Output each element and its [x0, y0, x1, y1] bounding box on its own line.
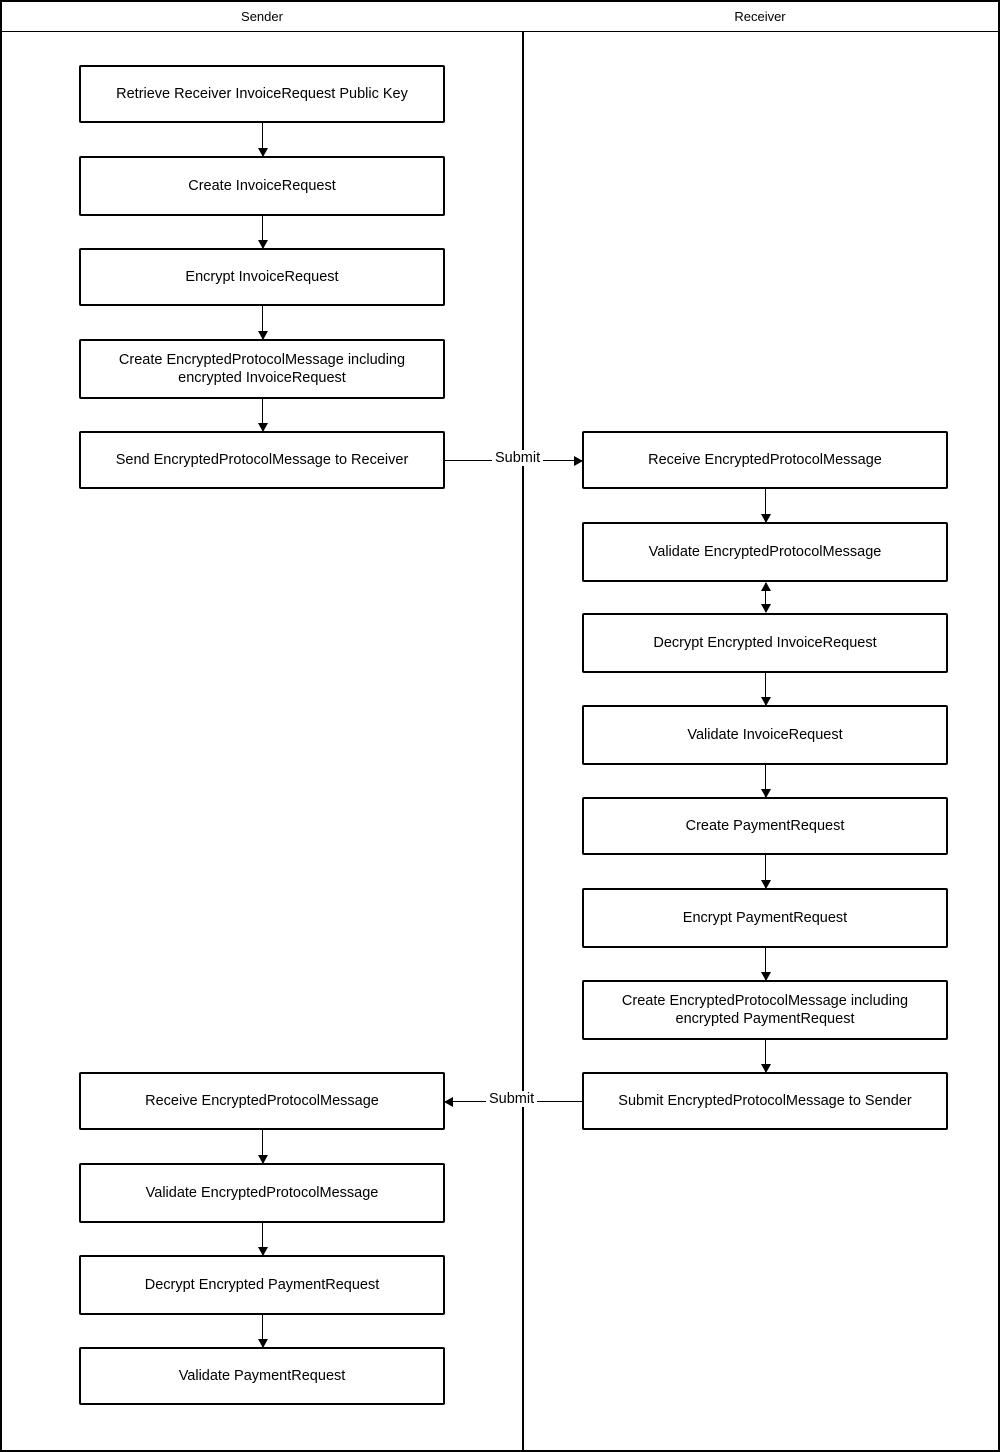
edge-r2-r3 [765, 583, 766, 612]
node-create-invoicerequest[interactable]: Create InvoiceRequest [79, 156, 445, 216]
lane-divider [522, 32, 524, 1450]
node-encrypt-invoicerequest[interactable]: Encrypt InvoiceRequest [79, 248, 445, 306]
node-encrypt-paymentrequest[interactable]: Encrypt PaymentRequest [582, 888, 948, 948]
edge-s1-s2 [262, 123, 263, 156]
lane-header-receiver: Receiver [522, 2, 998, 32]
edge-r3-r4 [765, 673, 766, 705]
node-create-paymentrequest[interactable]: Create PaymentRequest [582, 797, 948, 855]
node-validate-encryptedprotocolmessage-sender[interactable]: Validate EncryptedProtocolMessage [79, 1163, 445, 1223]
node-retrieve-public-key[interactable]: Retrieve Receiver InvoiceRequest Public Key [79, 65, 445, 123]
node-create-encryptedprotocolmessage-invoicerequest[interactable]: Create EncryptedProtocolMessage including encrypted InvoiceRequest [79, 339, 445, 399]
edge-s8-s9 [262, 1315, 263, 1347]
edge-r4-r5 [765, 765, 766, 797]
edge-label-submit-to-sender: Submit [486, 1091, 537, 1107]
node-decrypt-encrypted-invoicerequest[interactable]: Decrypt Encrypted InvoiceRequest [582, 613, 948, 673]
node-decrypt-encrypted-paymentrequest[interactable]: Decrypt Encrypted PaymentRequest [79, 1255, 445, 1315]
edge-s7-s8 [262, 1223, 263, 1255]
node-create-encryptedprotocolmessage-paymentrequest[interactable]: Create EncryptedProtocolMessage including encrypted PaymentRequest [582, 980, 948, 1040]
node-submit-encryptedprotocolmessage-to-sender[interactable]: Submit EncryptedProtocolMessage to Sender [582, 1072, 948, 1130]
edge-s2-s3 [262, 216, 263, 248]
edge-s4-s5 [262, 399, 263, 431]
edge-label-submit-to-receiver: Submit [492, 450, 543, 466]
edge-s3-s4 [262, 306, 263, 339]
edge-r5-r6 [765, 855, 766, 888]
lane-header-sender: Sender [2, 2, 522, 32]
node-validate-encryptedprotocolmessage-receiver[interactable]: Validate EncryptedProtocolMessage [582, 522, 948, 582]
edge-r6-r7 [765, 948, 766, 980]
edge-r7-r8 [765, 1040, 766, 1072]
node-validate-invoicerequest[interactable]: Validate InvoiceRequest [582, 705, 948, 765]
node-validate-paymentrequest[interactable]: Validate PaymentRequest [79, 1347, 445, 1405]
node-receive-encryptedprotocolmessage-receiver[interactable]: Receive EncryptedProtocolMessage [582, 431, 948, 489]
node-send-encryptedprotocolmessage-to-receiver[interactable]: Send EncryptedProtocolMessage to Receiver [79, 431, 445, 489]
edge-r1-r2 [765, 489, 766, 522]
node-receive-encryptedprotocolmessage-sender[interactable]: Receive EncryptedProtocolMessage [79, 1072, 445, 1130]
edge-s6-s7 [262, 1130, 263, 1163]
